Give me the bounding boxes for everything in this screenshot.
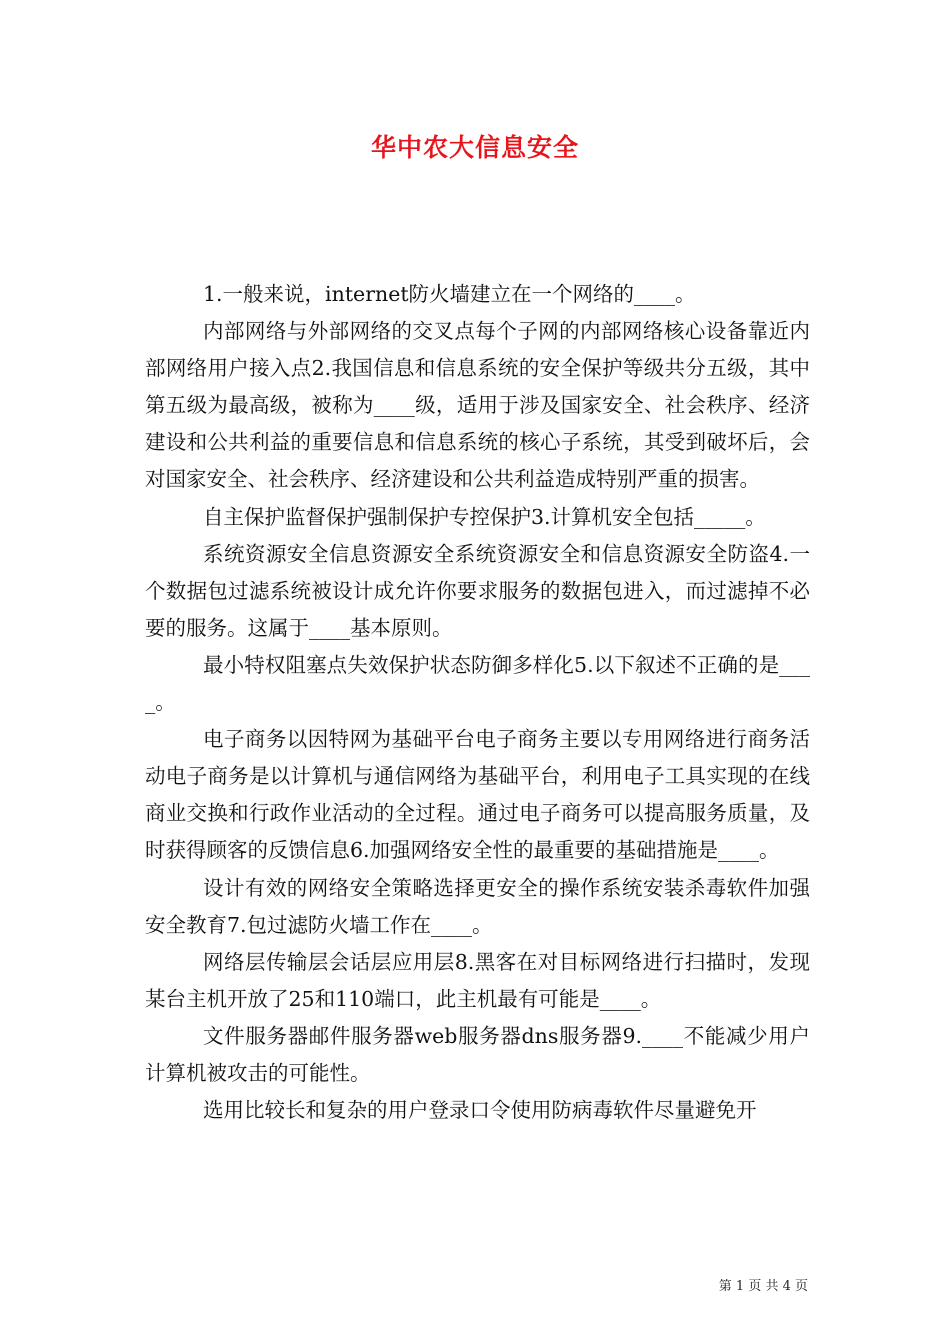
paragraph-2: 内部网络与外部网络的交叉点每个子网的内部网络核心设备靠近内部网络用户接入点2.我国信息和信息系统的安全保护等级共分五级，其中第五级为最高级，被称为____级，适用于涉及国家安全、社会秩序、经济建设和公共利益的重要信息和信息系统的核心子系统，其受到破坏后，会对国家安全、社会秩序、经济建设和公共利益造成特别严重的损害。 (145, 319, 810, 492)
paragraph-1: 1.一般来说，internet防火墙建立在一个网络的____。 (203, 282, 696, 306)
paragraph-3: 自主保护监督保护强制保护专控保护3.计算机安全包括_____。 (203, 504, 766, 529)
paragraph-9: 文件服务器邮件服务器web服务器dns服务器9.____不能减少用户计算机被攻击的可能性。 (145, 1023, 810, 1085)
paragraph-5: 最小特权阻塞点失效保护状态防御多样化5.以下叙述不正确的是____。 (145, 652, 810, 715)
document-title: 华中农大信息安全 (370, 133, 579, 162)
paragraph-8: 网络层传输层会话层应用层8.黑客在对目标网络进行扫描时，发现某台主机开放了25和110端口，此主机最有可能是____。 (145, 949, 810, 1011)
paragraph-7: 设计有效的网络安全策略选择更安全的操作系统安装杀毒软件加强安全教育7.包过滤防火墙工作在____。 (145, 875, 810, 937)
paragraph-6: 电子商务以因特网为基础平台电子商务主要以专用网络进行商务活动电子商务是以计算机与通信网络为基础平台，利用电子工具实现的在线商业交换和行政作业活动的全过程。通过电子商务可以提高服务质量，及时获得顾客的反馈信息6.加强网络安全性的最重要的基础措施是____。 (145, 727, 810, 863)
paragraph-10: 选用比较长和复杂的用户登录口令使用防病毒软件尽量避免开 (203, 1098, 757, 1123)
page-number-footer: 第 1 页 共 4 页 (718, 1279, 808, 1294)
paragraph-4: 系统资源安全信息资源安全系统资源安全和信息资源安全防盗4.一个数据包过滤系统被设计成允许你要求服务的数据包进入，而过滤掉不必要的服务。这属于____基本原则。 (145, 541, 810, 640)
document-body (145, 276, 810, 1129)
